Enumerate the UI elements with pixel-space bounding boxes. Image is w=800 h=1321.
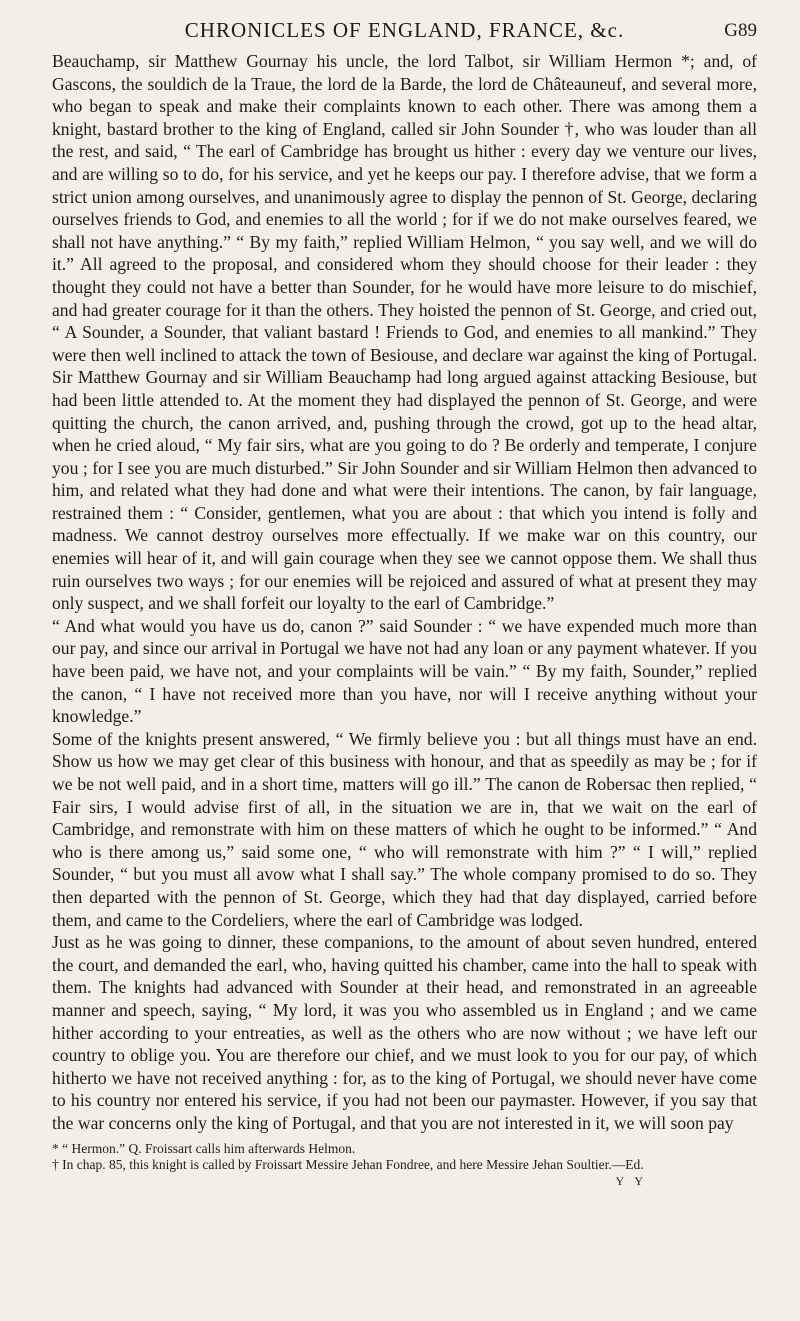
- page-header: [52, 0, 757, 50]
- paragraph: Beauchamp, sir Matthew Gournay his uncle, the lord Talbot, sir William Hermon *; and, of Gascons, the souldich de la Traue, the lord de la Barde, the lord de Châteauneuf, and several more, who began to speak and make their complaints known to each other. There was among them a knight, bastard brother to the king of England, called sir John Sounder †, who was louder than all the rest, and said, “ The earl of Cambridge has brought us hither : every day we venture our lives, and are willing so to do, for his service, and yet he keeps our pay. I therefore advise, that we form a strict union among ourselves, and unanimously agree to display the pennon of St. George, declaring ourselves friends to God, and enemies to all the world ; for if we do not make ourselves feared, we shall not have anything.” “ By my faith,” replied William Helmon, “ you say well, and we will do it.” All agreed to the proposal, and considered whom they should choose for their leader : they thought they could not have a better than Sounder, for he would have more leisure to do mischief, and had greater courage for it than the others. They hoisted the pennon of St. George, and cried out, “ A Sounder, a Sounder, that valiant bastard ! Friends to God, and enemies to all mankind.” They were then well inclined to attack the town of Besiouse, and declare war against the king of Portugal.: [52, 51, 757, 365]
- footnote: * “ Hermon.” Q. Froissart calls him afterwards Helmon.: [52, 1140, 356, 1156]
- page-number: G89: [724, 20, 757, 41]
- paragraph: Sir Matthew Gournay and sir William Beauchamp had long argued against attacking Besiouse, but had been little attended to. At the moment they had displayed the pennon of St. George, and were quitting the church, the canon arrived, and, pushing through the crowd, got up to the head altar, when he cried aloud, “ My fair sirs, what are you going to do ? Be orderly and temperate, I conjure you ; for I see you are much disturbed.” Sir John Sounder and sir William Helmon then advanced to him, and related what they had done and what were their intentions. The canon, by fair language, restrained them : “ Consider, gentlemen, what you are about : that which you intend is folly and madness. We cannot destroy ourselves more effectually. If we make war on this country, our enemies will hear of it, and will gain courage when they see we cannot oppose them. We shall thus ruin ourselves two ways ; for our enemies will be rejoiced and assured of what at present they may only suspect, and we shall forfeit our loyalty to the earl of Cambridge.”: [52, 367, 757, 614]
- paragraph: Just as he was going to dinner, these companions, to the amount of about seven hundred, entered the court, and demanded the earl, who, having quitted his chamber, came into the hall to speak with them. The knights had advanced with Sounder at their head, and remonstrated in an agreeable manner and speech, saying, “ My lord, it was you who assembled us in England ; and we came hither according to your entreaties, as well as the others who are now without ; we have left our country to oblige you. You are therefore our chief, and we must look to you for our pay, of which hitherto we have not received anything : for, as to the king of Portugal, we should never have come to his country nor entered his service, if you had not been our paymaster. However, if you say that the war concerns only the king of Portugal, and that you are not interested in it, we will soon pay: [52, 932, 757, 1133]
- running-head: CHRONICLES OF ENGLAND, FRANCE, &c.: [184, 18, 625, 42]
- body-text: [52, 50, 757, 1135]
- paragraph: “ And what would you have us do, canon ?” said Sounder : “ we have expended much more than our pay, and since our arrival in Portugal we have not had any loan or any payment whatever. If you have been paid, we have not, and your complaints will be vain.” “ By my faith, Sounder,” replied the canon, “ I have not received more than you have, nor will I receive anything without your knowledge.”: [52, 615, 757, 727]
- footnote: † In chap. 85, this knight is called by Froissart Messire Jehan Fondree, and here Messire Jehan Soultier.—Ed.: [52, 1157, 644, 1172]
- signature-mark: Y Y: [615, 1173, 647, 1188]
- paragraph: Some of the knights present answered, “ We firmly believe you : but all things must have an end. Show us how we may get clear of this business with honour, and that as speedily as may be ; for if we be not well paid, and in a short time, matters will go ill.” The canon de Robersac then replied, “ Fair sirs, I would advise first of all, in the situation we are in, that we wait on the earl of Cambridge, and remonstrate with him on these matters of which he ought to be informed.” “ And who is there among us,” said some one, “ who will remonstrate with him ?” “ I will,” replied Sounder, “ but you must all avow what I shall say.” The whole company promised to do so. They then departed with the pennon of St. George, which they had that day displayed, carried before them, and came to the Cordeliers, where the earl of Cambridge was lodged.: [52, 728, 757, 930]
- footnotes: [52, 1141, 757, 1174]
